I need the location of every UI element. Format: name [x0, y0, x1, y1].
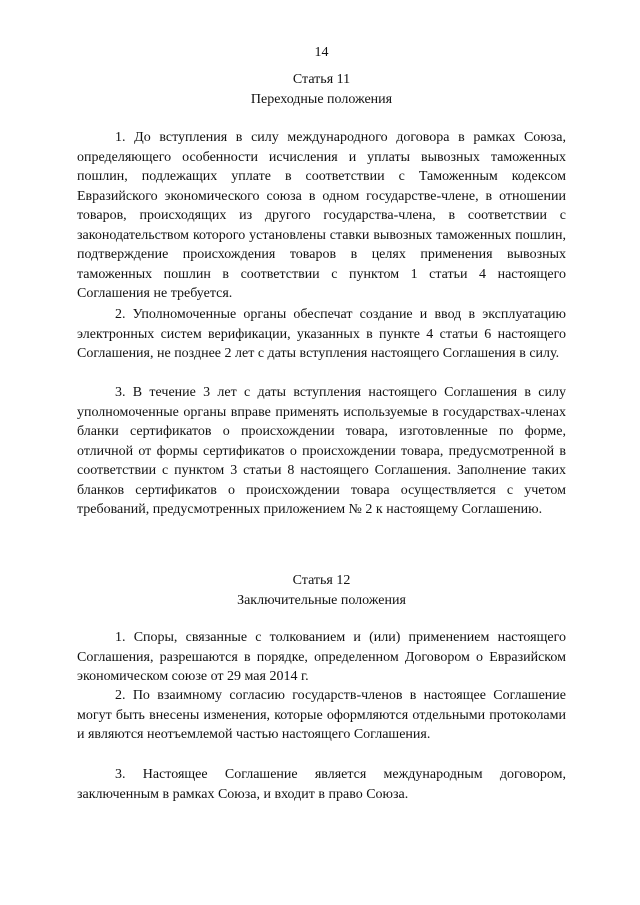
- article-subtitle: Заключительные положения: [237, 592, 406, 608]
- article-11-paragraph-1: 1. До вступления в силу международного договора в рамках Союза, определяющего особенности исчисления и уплаты вывозных таможенных пошлин, подлежащих уплате в соответствии с Таможенным кодексом Евразийского экономического союза в одном государстве-члене, в отношении товаров, происходящих из другого государства-члена, в соответствии с законодательством которого установлены ставки вывозных таможенных пошлин, подтверждение происхождения товаров в целях применения вывозных таможенных пошлин в соответствии с пунктом 1 статьи 4 настоящего Соглашения не требуется.: [77, 130, 566, 301]
- article-subtitle: Переходные положения: [250, 91, 393, 107]
- article-12-paragraph-3: 3. Настоящее Соглашение является международным договором, заключенным в рамках Союза, и входит в право Союза.: [77, 767, 566, 802]
- article-12-heading: [77, 571, 566, 610]
- article-11-heading: [77, 70, 566, 109]
- article-12-paragraph-2: 2. По взаимному согласию государств-членов в настоящее Соглашение могут быть внесены изменения, которые оформляются отдельными протоколами и являются неотъемлемой частью настоящего Соглашения.: [77, 688, 566, 742]
- article-11-paragraph-3: 3. В течение 3 лет с даты вступления настоящего Соглашения в силу уполномоченные органы вправе применять используемые в государствах-членах бланки сертификатов о происхождении товара, изготовленные по форме, отличной от формы сертификатов о происхождении товара, предусмотренной в соответствии с пунктом 3 статьи 8 настоящего Соглашения. Заполнение таких бланков сертификатов о происхождении товара осуществляется с учетом требований, предусмотренных приложением № 2 к настоящему Соглашению.: [77, 385, 566, 517]
- article-title: Статья 12: [292, 573, 351, 588]
- article-12-paragraph-1: 1. Споры, связанные с толкованием и (или) применением настоящего Соглашения, разрешаются в порядке, определенном Договором о Евразийском экономическом союзе от 29 мая 2014 г.: [77, 630, 566, 684]
- article-11-paragraph-2: 2. Уполномоченные органы обеспечат создание и ввод в эксплуатацию электронных систем верификации, указанных в пункте 4 статьи 6 настоящего Соглашения, не позднее 2 лет с даты вступления настоящего Соглашения в силу.: [77, 307, 566, 361]
- article-title: Статья 11: [292, 72, 351, 87]
- page-number: 14: [314, 45, 329, 60]
